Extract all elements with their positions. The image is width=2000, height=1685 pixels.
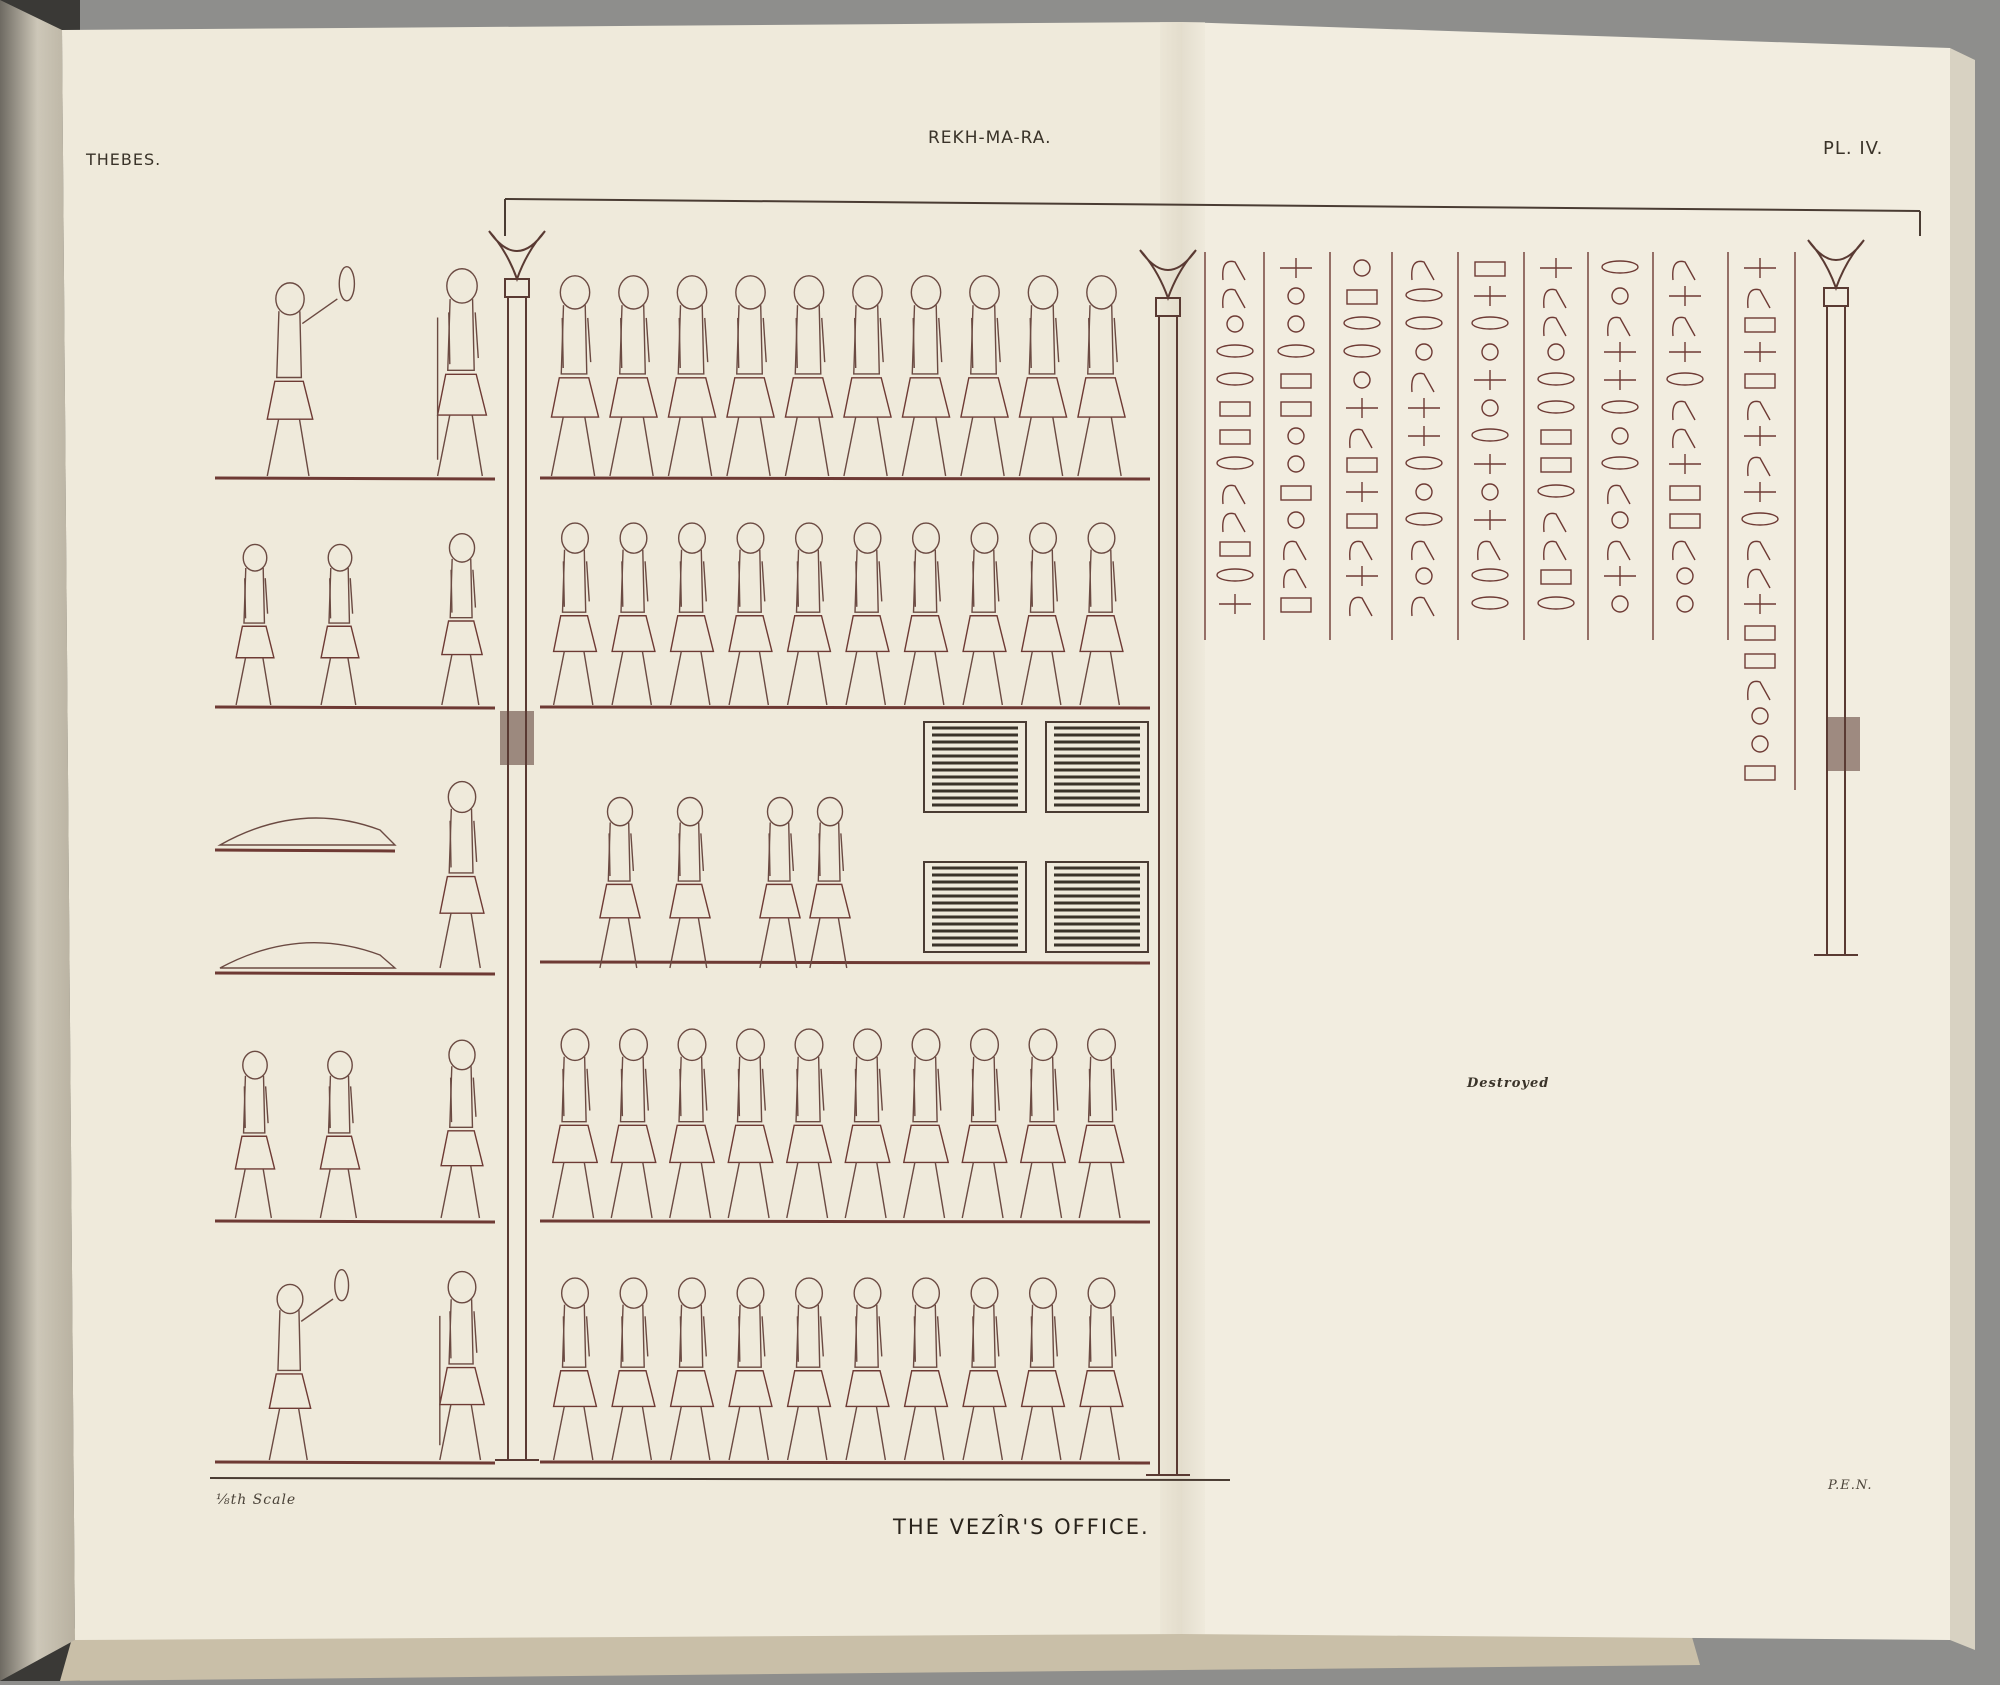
register-line	[215, 707, 495, 708]
plate-number: PL. IV.	[1823, 138, 1884, 159]
register-line	[215, 973, 495, 974]
column-inscription	[1827, 718, 1859, 770]
register-line	[540, 707, 1150, 708]
register-line	[540, 478, 1150, 479]
column-inscription	[501, 712, 533, 764]
register-line	[215, 1462, 495, 1463]
credit: P.E.N.	[1828, 1478, 1873, 1493]
plate-title: THE VEZÎR'S OFFICE.	[893, 1515, 1150, 1539]
register-line	[215, 478, 495, 479]
right-page	[1182, 22, 1950, 1640]
register-line	[215, 850, 395, 851]
page-stack-left	[0, 0, 75, 1681]
register-line	[540, 1462, 1150, 1463]
register-line	[540, 1221, 1150, 1222]
running-head-center: REKH-MA-RA.	[928, 128, 1052, 148]
running-head-left: THEBES.	[86, 150, 162, 169]
scale-note: ⅛th Scale	[216, 1492, 297, 1508]
register-line	[215, 1221, 495, 1222]
destroyed-label: Destroyed	[1467, 1076, 1550, 1091]
left-page	[62, 22, 1182, 1640]
register-line	[540, 962, 1150, 963]
page-edge-right	[1950, 48, 1975, 1650]
